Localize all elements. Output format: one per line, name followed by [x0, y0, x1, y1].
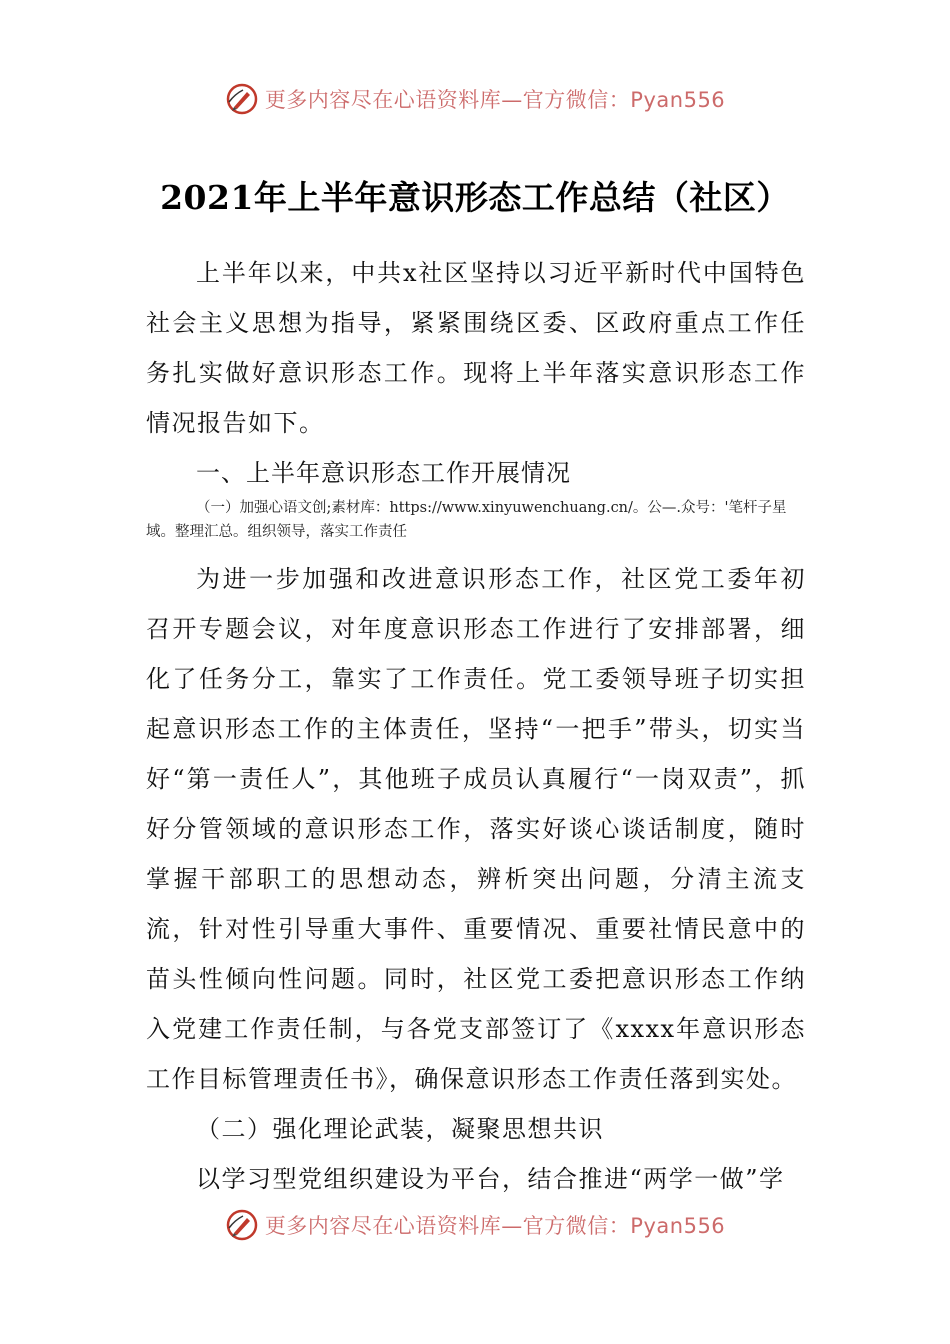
subsection-heading-2: （二）强化理论武装，凝聚思想共识	[196, 1115, 604, 1143]
watermark-text: 更多内容尽在心语资料库—官方微信：Pyan556	[264, 1214, 726, 1238]
subsection-heading-1: （一）加强心语文创;素材库：https://www.xinyuwenchuang.cn/。公—.众号：'笔杆子星域。整理汇总。组织领导，落实工作责任	[146, 500, 787, 540]
intro-paragraph: 上半年以来，中共x社区坚持以习近平新时代中国特色社会主义思想为指导，紧紧围绕区委、区政府重点工作任务扎实做好意识形态工作。现将上半年落实意识形态工作情况报告如下。	[146, 259, 806, 437]
document-title: 2021年上半年意识形态工作总结（社区）	[160, 178, 790, 217]
subsection-1-paragraph: 为进一步加强和改进意识形态工作，社区党工委年初召开专题会议，对年度意识形态工作进行了安排部署，细化了任务分工，靠实了工作责任。党工委领导班子切实担起意识形态工作的主体责任，坚持“一把手”带头，切实当好“第一责任人”，其他班子成员认真履行“一岗双责”，抓好分管领域的意识形态工作，落实好谈心谈话制度，随时掌握干部职工的思想动态，辨析突出问题，分清主流支流，针对性引导重大事件、重要情况、重要社情民意中的苗头性倾向性问题。同时，社区党工委把意识形态工作纳入党建工作责任制，与各党支部签订了《xxxx年意识形态工作目标管理责任书》，确保意识形态工作责任落到实处。	[146, 565, 806, 1093]
pen-logo-icon	[225, 1208, 259, 1242]
header-watermark-banner	[0, 82, 950, 116]
subsection-2-paragraph: 以学习型党组织建设为平台，结合推进“两学一做”学	[196, 1165, 785, 1193]
document-body	[146, 248, 806, 1204]
footer-watermark-banner	[0, 1208, 950, 1242]
pen-logo-icon	[225, 82, 259, 116]
watermark-text: 更多内容尽在心语资料库—官方微信：Pyan556	[264, 88, 726, 112]
section-heading-1: 一、上半年意识形态工作开展情况	[196, 459, 571, 487]
